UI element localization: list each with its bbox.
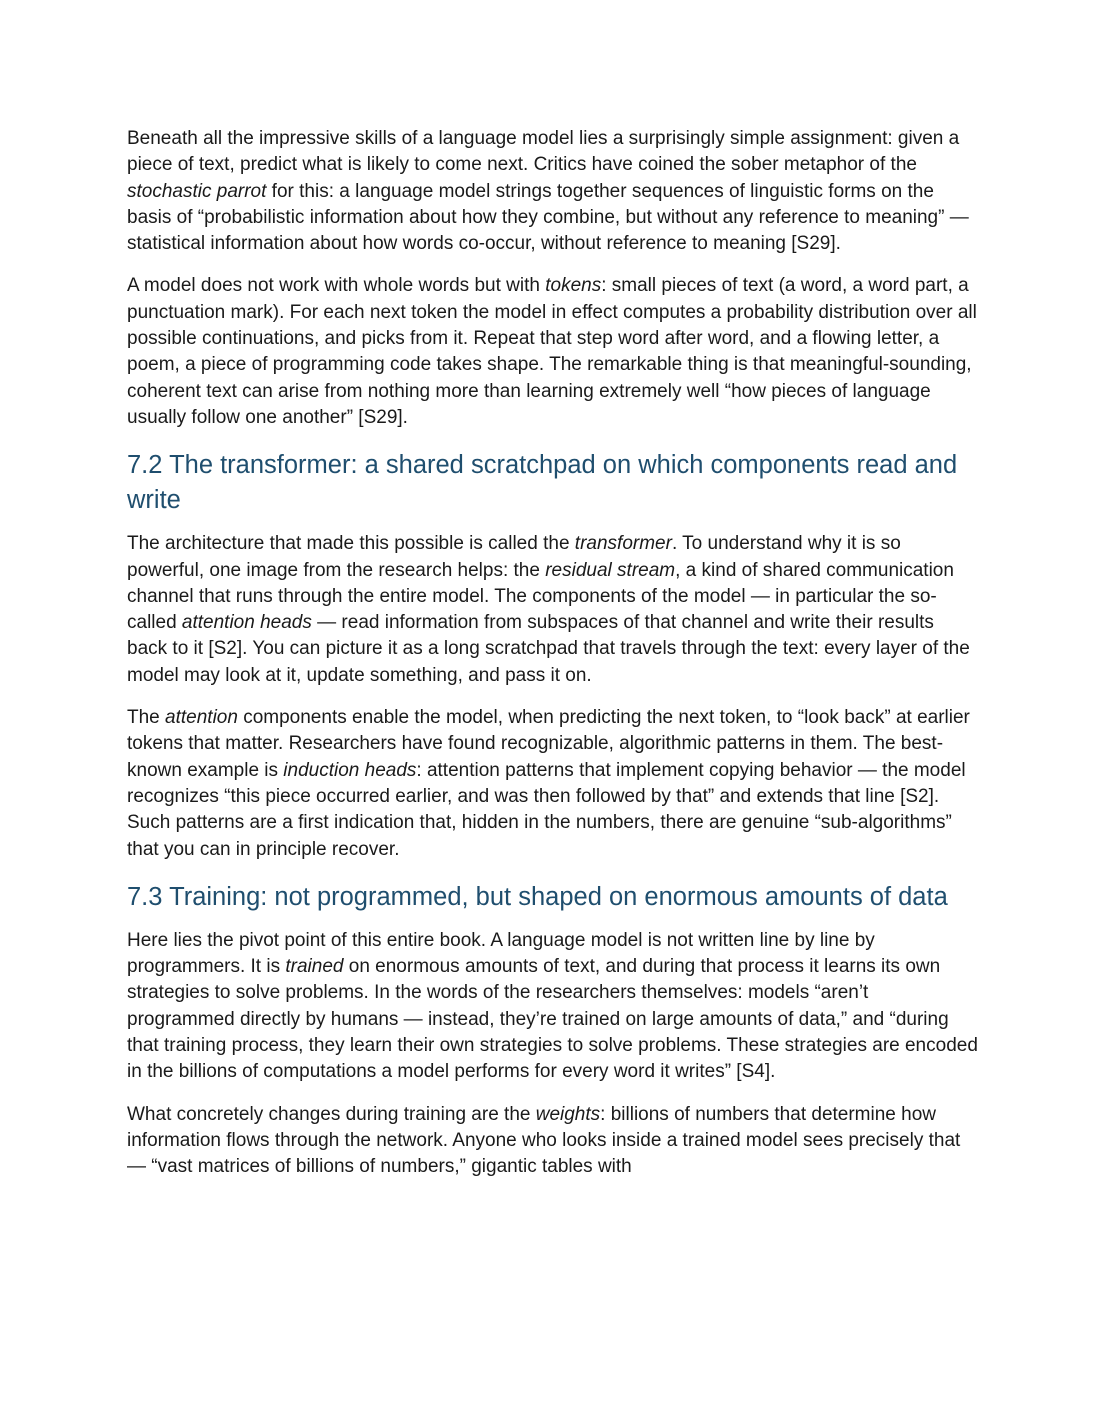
section-7-2-body [127,531,979,863]
paragraph-text: Here lies the pivot point of this entire book. A language model is not written line by line by programmers. It is [127,929,875,978]
body-paragraph [127,126,979,257]
emphasized-term: induction heads [283,759,417,781]
body-paragraph [127,705,979,863]
paragraph-text: : billions of numbers that determine how information flows through the network. Anyone who looks inside a trained model sees precisely that — “vast matrices of billions of numbers,” gigantic tables with [127,1103,961,1178]
paragraph-text: Beneath all the impressive skills of a language model lies a surprisingly simple assignment: given a piece of text, predict what is likely to come next. Critics have coined the sober metaphor of the [127,128,960,176]
section-heading-7-3: 7.3 Training: not programmed, but shaped on enormous amounts of data [127,882,948,911]
emphasized-term: stochastic parrot [127,180,267,202]
body-paragraph [127,1102,979,1181]
paragraph-text: What concretely changes during training are the [127,1103,536,1125]
emphasized-term: weights [535,1103,601,1125]
paragraph-text: The architecture that made this possible is called the [127,533,575,555]
section-7-3-body [127,928,979,1181]
paragraph-text: . To understand why it is so powerful, one image from the research helps: the [127,533,901,581]
paragraph-text: : small pieces of text (a word, a word part, a punctuation mark). For each next token the model in effect computes a probability distribution over all possible continuations, and picks from it. Repeat that step word after word, and a flowing letter, a poem, a piece of programming code takes shape. The remarkable thing is that meaningful-sounding, coherent text can arise from nothing more than learning extremely well “how pieces of language usually follow one another” [S29]. [127,275,977,428]
emphasized-term: transformer [574,533,672,555]
emphasized-term: trained [285,956,344,978]
paragraph-text: components enable the model, when predicting the next token, to “look back” at earlier tokens that matter. Researchers have found recognizable, algorithmic patterns in them. The best-known example is [127,707,970,781]
paragraph-text: : attention patterns that implement copying behavior — the model recognizes “this piece occurred earlier, and was then followed by that” and extends that line [S2]. Such patterns are a first indication that, hidden in the numbers, there are genuine “sub-algorithms” that you can in principle recover. [127,759,966,860]
emphasized-term: attention [165,707,238,729]
paragraph-text: A model does not work with whole words but with [127,275,546,297]
emphasized-term: tokens [545,275,602,297]
paragraph-text: for this: a language model strings together sequences of linguistic forms on the basis of “probabilistic information about how they combine, but without any reference to meaning” — statistical information about how words co-occur, without reference to meaning [S29]. [127,180,969,255]
emphasized-term: residual stream [545,559,676,581]
section-heading-7-2: 7.2 The transformer: a shared scratchpad on which components read and write [127,451,958,515]
paragraph-text: , a kind of shared communication channel that runs through the entire model. The components of the model — in particular the so-called [127,559,954,634]
paragraph-text: The [127,707,166,729]
document-page [127,126,979,1197]
paragraph-text: — read information from subspaces of that channel and write their results back to it [S2]. You can picture it as a long scratchpad that travels through the text: every layer of the model may look at it, update something, and pass it on. [127,612,970,686]
paragraph-text: on enormous amounts of text, and during that process it learns its own strategies to solve problems. In the words of the researchers themselves: models “aren’t programmed directly by humans — instead, they’re trained on large amounts of data,” and “during that training process, they learn their own strategies to solve problems. These strategies are encoded in the billions of computations a model performs for every word it writes” [S4]. [127,956,978,1083]
body-paragraph [127,531,979,689]
intro-section [127,126,979,431]
body-paragraph [127,928,979,1086]
emphasized-term: attention heads [181,612,312,634]
body-paragraph [127,273,979,431]
